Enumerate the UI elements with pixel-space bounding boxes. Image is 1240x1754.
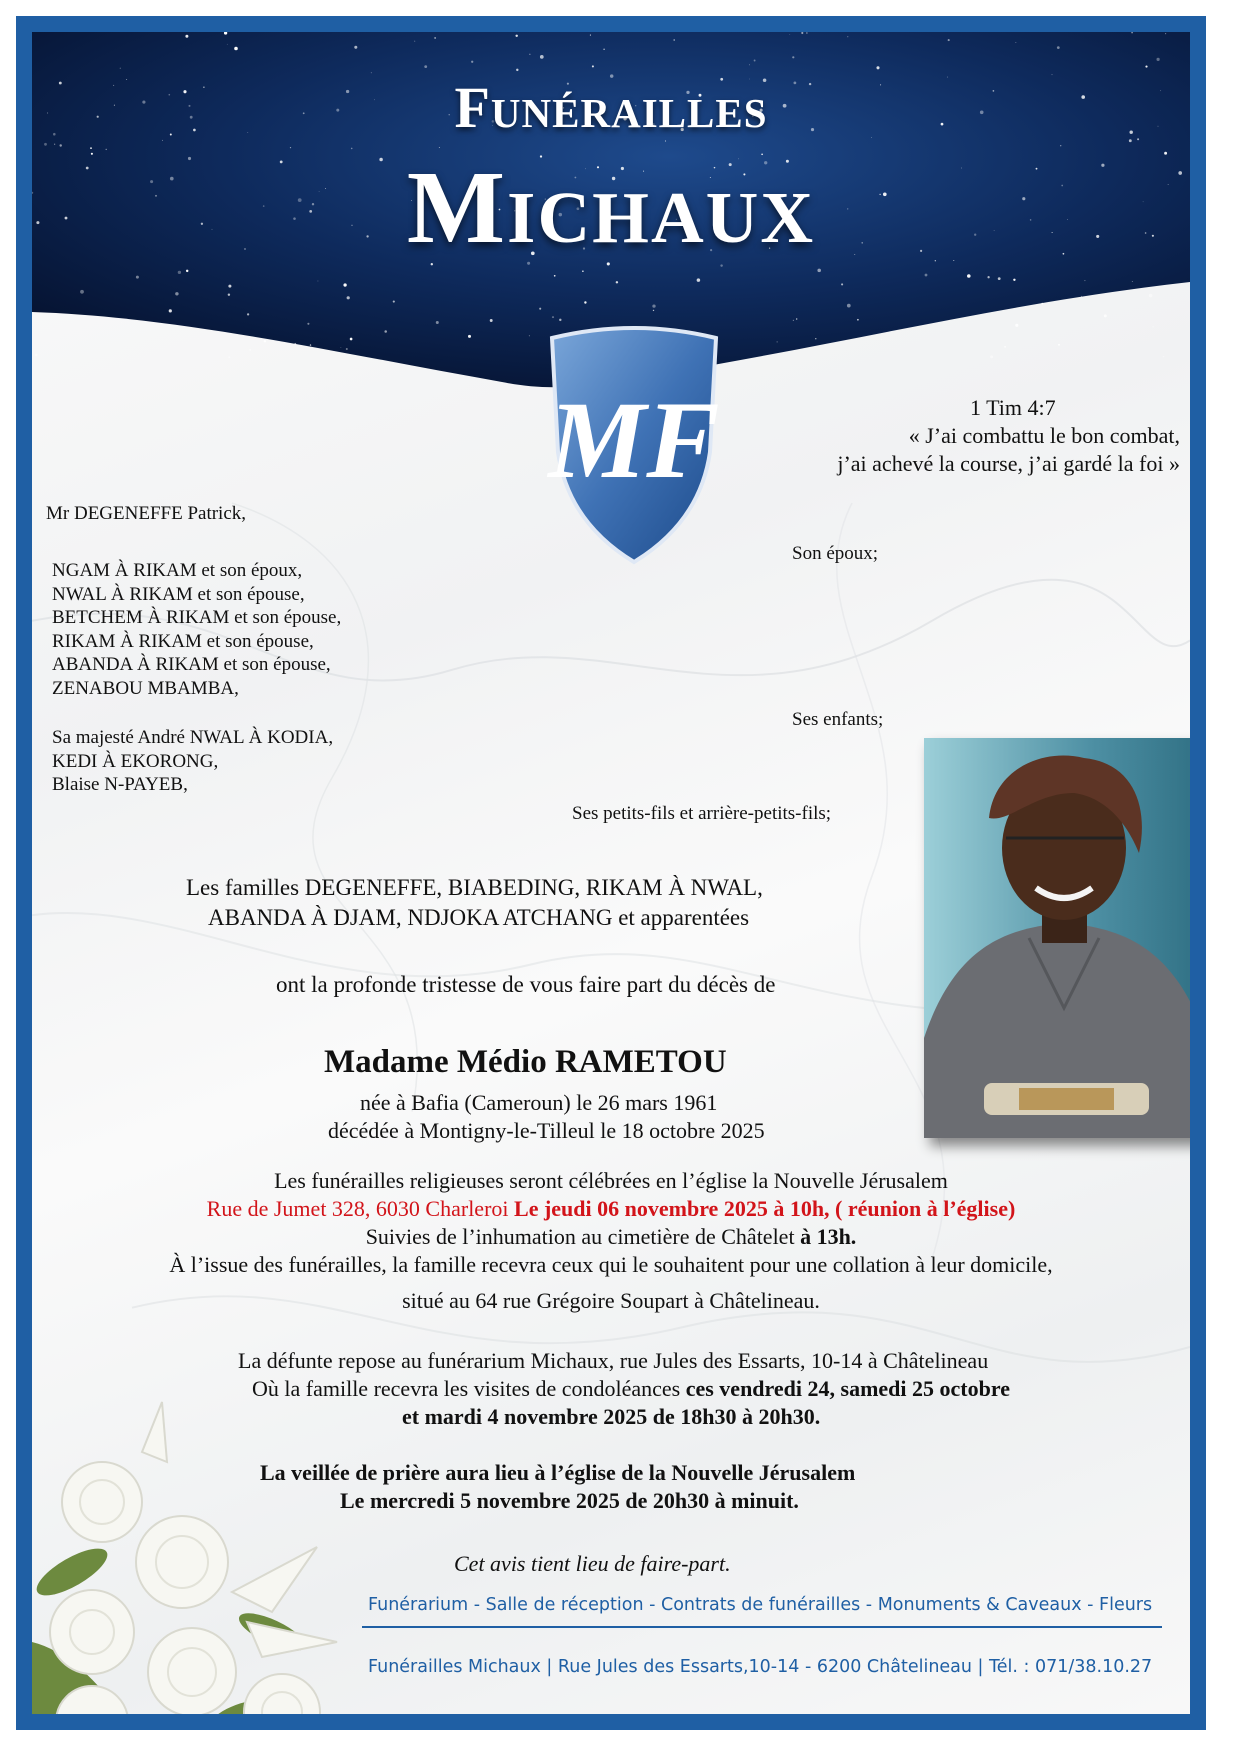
star bbox=[343, 283, 346, 286]
star bbox=[815, 338, 816, 339]
star bbox=[673, 39, 675, 41]
star bbox=[967, 274, 971, 278]
star bbox=[540, 55, 544, 59]
burial-time: à 13h. bbox=[800, 1224, 857, 1249]
star bbox=[998, 277, 1001, 280]
grandchild-name: Blaise N-PAYEB, bbox=[52, 774, 188, 795]
star bbox=[350, 338, 353, 341]
star bbox=[175, 292, 178, 295]
star bbox=[777, 341, 778, 342]
star bbox=[516, 69, 518, 71]
star bbox=[789, 34, 790, 35]
star bbox=[1004, 346, 1006, 348]
star bbox=[559, 319, 561, 321]
star bbox=[584, 301, 586, 303]
star bbox=[424, 65, 427, 68]
star bbox=[817, 269, 821, 273]
star bbox=[346, 348, 348, 350]
star bbox=[294, 343, 296, 345]
star bbox=[1104, 314, 1107, 317]
star bbox=[227, 44, 228, 45]
star bbox=[539, 308, 541, 310]
grandchildren-list bbox=[52, 726, 333, 797]
star bbox=[393, 301, 395, 303]
star bbox=[652, 304, 655, 307]
star bbox=[80, 290, 84, 294]
star bbox=[1163, 356, 1164, 357]
visits-intro: Où la famille recevra les visites de condoléances bbox=[252, 1376, 681, 1401]
spouse-name: Mr DEGENEFFE Patrick, bbox=[46, 503, 247, 524]
star bbox=[120, 68, 121, 69]
header-title-line2: Michaux bbox=[406, 150, 816, 265]
spouse-role: Son époux; bbox=[792, 543, 879, 564]
verse-line1: « J’ai combattu le bon combat, bbox=[908, 423, 1180, 448]
star bbox=[990, 355, 993, 358]
star bbox=[249, 349, 250, 350]
star bbox=[228, 356, 230, 358]
star bbox=[1149, 294, 1153, 298]
star bbox=[121, 322, 122, 323]
ceremony-date-time: Le jeudi 06 novembre 2025 à 10h, ( réunion à l’église) bbox=[514, 1196, 1016, 1221]
star bbox=[1013, 279, 1015, 281]
ceremony-line1: Les funérailles religieuses seront célébrées en l’église la Nouvelle Jérusalem bbox=[274, 1168, 948, 1193]
star bbox=[414, 41, 415, 42]
star bbox=[471, 61, 473, 63]
star bbox=[1015, 324, 1018, 327]
notice-text: Cet avis tient lieu de faire-part. bbox=[454, 1551, 731, 1576]
star bbox=[1152, 326, 1153, 327]
star bbox=[857, 319, 859, 321]
star bbox=[1132, 281, 1133, 282]
vigil-line1: La veillée de prière aura lieu à l’église de la Nouvelle Jérusalem bbox=[260, 1460, 856, 1485]
families-line2: ABANDA À DJAM, NDJOKA ATCHANG et apparentées bbox=[208, 905, 750, 930]
star bbox=[35, 354, 38, 357]
child-name: RIKAM À RIKAM et son épouse, bbox=[52, 630, 314, 652]
star bbox=[552, 316, 554, 318]
star bbox=[341, 347, 342, 348]
star bbox=[54, 144, 55, 145]
star bbox=[185, 35, 188, 38]
church-address: Rue de Jumet 328, 6030 Charleroi bbox=[206, 1196, 509, 1221]
star bbox=[307, 323, 309, 325]
birth-info: née à Bafia (Cameroun) le 26 mars 1961 bbox=[360, 1090, 718, 1115]
deceased-portrait bbox=[924, 738, 1206, 1138]
star bbox=[554, 275, 556, 277]
deceased-name: Madame Médio RAMETOU bbox=[324, 1044, 727, 1080]
burial-line bbox=[32, 1224, 1190, 1250]
star bbox=[987, 276, 989, 278]
child-name: NWAL À RIKAM et son épouse, bbox=[52, 583, 305, 605]
star bbox=[801, 32, 803, 34]
portrait-image bbox=[924, 738, 1206, 1138]
star bbox=[806, 32, 807, 33]
verse-line2: j’ai achevé la course, j’ai gardé la foi » bbox=[837, 451, 1180, 476]
star bbox=[697, 278, 701, 282]
burial-text: Suivies de l’inhumation au cimetière de Châtelet bbox=[365, 1224, 795, 1249]
star bbox=[373, 361, 374, 362]
star bbox=[1084, 280, 1085, 281]
star bbox=[434, 37, 435, 38]
star bbox=[653, 310, 654, 311]
star bbox=[925, 274, 928, 277]
footer-divider bbox=[362, 1626, 1162, 1628]
child-name: BETCHEM À RIKAM et son épouse, bbox=[52, 607, 342, 628]
child-name: NGAM À RIKAM et son époux, bbox=[52, 560, 303, 581]
star bbox=[592, 65, 594, 67]
announcement: ont la profonde tristesse de vous faire part du décès de bbox=[276, 972, 776, 997]
star bbox=[1156, 58, 1159, 61]
star bbox=[354, 46, 357, 49]
star bbox=[169, 309, 172, 312]
star bbox=[754, 60, 756, 62]
star bbox=[1145, 66, 1147, 68]
star bbox=[384, 330, 387, 333]
star bbox=[792, 56, 794, 58]
star bbox=[1041, 303, 1043, 305]
star bbox=[1081, 296, 1082, 297]
star bbox=[1057, 46, 1060, 49]
star bbox=[749, 64, 750, 65]
star bbox=[310, 344, 311, 345]
death-info: décédée à Montigny-le-Tilleul le 18 octobre 2025 bbox=[328, 1118, 765, 1143]
star bbox=[1058, 344, 1060, 346]
star bbox=[178, 271, 181, 274]
grandchildren-role: Ses petits-fils et arrière-petits-fils; bbox=[572, 803, 832, 824]
logo-monogram: MF bbox=[548, 379, 720, 501]
star bbox=[515, 35, 517, 37]
children-list bbox=[52, 559, 341, 700]
star bbox=[228, 285, 231, 288]
star bbox=[948, 39, 950, 41]
star bbox=[247, 313, 249, 315]
star bbox=[436, 321, 439, 324]
star bbox=[186, 270, 188, 272]
child-name: ZENABOU MBAMBA, bbox=[52, 677, 239, 699]
child-name: ABANDA À RIKAM et son épouse, bbox=[52, 654, 331, 675]
star bbox=[876, 66, 879, 69]
star bbox=[616, 281, 618, 283]
star bbox=[1165, 33, 1166, 34]
visits-dates: ces vendredi 24, samedi 25 octobre bbox=[685, 1376, 1010, 1401]
star bbox=[317, 281, 318, 282]
notice-frame bbox=[16, 16, 1206, 1730]
star bbox=[1016, 42, 1017, 43]
footer-services: Funérarium - Salle de réception - Contrats de funérailles - Monuments & Caveaux - Fleurs bbox=[368, 1595, 1153, 1615]
star bbox=[347, 296, 350, 299]
bible-verse bbox=[760, 394, 1180, 478]
grandchild-name: Sa majesté André NWAL À KODIA, bbox=[52, 727, 334, 748]
grandchild-name: KEDI À EKORONG, bbox=[52, 750, 219, 772]
star bbox=[847, 304, 851, 308]
star bbox=[793, 320, 794, 321]
ceremony-line2 bbox=[32, 1196, 1190, 1222]
star bbox=[1060, 145, 1061, 146]
header-title-line1: Funérailles bbox=[454, 75, 768, 140]
star bbox=[44, 143, 47, 146]
star bbox=[264, 340, 266, 342]
star bbox=[59, 144, 61, 146]
star bbox=[136, 276, 139, 279]
footer-contact: Funérailles Michaux | Rue Jules des Essarts,10-14 - 6200 Châtelineau | Tél. : 071/38.10.27 bbox=[368, 1657, 1153, 1677]
families-line1: Les familles DEGENEFFE, BIABEDING, RIKAM À NWAL, bbox=[186, 875, 763, 900]
star bbox=[590, 35, 591, 36]
star bbox=[603, 48, 605, 50]
reception-line2: situé au 64 rue Grégoire Soupart à Châtelineau. bbox=[402, 1288, 820, 1313]
star bbox=[234, 47, 238, 51]
michaux-shield-logo bbox=[534, 322, 734, 572]
star bbox=[796, 318, 797, 319]
verse-reference: 1 Tim 4:7 bbox=[970, 395, 1056, 420]
star bbox=[529, 54, 530, 55]
visits-line1: La défunte repose au funérarium Michaux, rue Jules des Essarts, 10-14 à Châtelineau bbox=[238, 1348, 989, 1373]
star bbox=[841, 283, 843, 285]
star bbox=[490, 319, 493, 322]
star bbox=[529, 335, 530, 336]
children-role: Ses enfants; bbox=[792, 709, 884, 730]
visits-line3: et mardi 4 novembre 2025 de 18h30 à 20h30. bbox=[402, 1404, 821, 1429]
star bbox=[847, 36, 848, 37]
star bbox=[468, 335, 471, 338]
star bbox=[582, 271, 583, 272]
vigil-line2: Le mercredi 5 novembre 2025 de 20h30 à minuit. bbox=[340, 1488, 799, 1513]
visits-line2 bbox=[252, 1376, 1010, 1402]
star bbox=[881, 339, 882, 340]
reception-line1: À l’issue des funérailles, la famille recevra ceux qui le souhaitent pour une collation à leur domicile, bbox=[169, 1252, 1053, 1277]
star bbox=[228, 293, 230, 295]
white-flowers-decoration bbox=[32, 1392, 362, 1730]
